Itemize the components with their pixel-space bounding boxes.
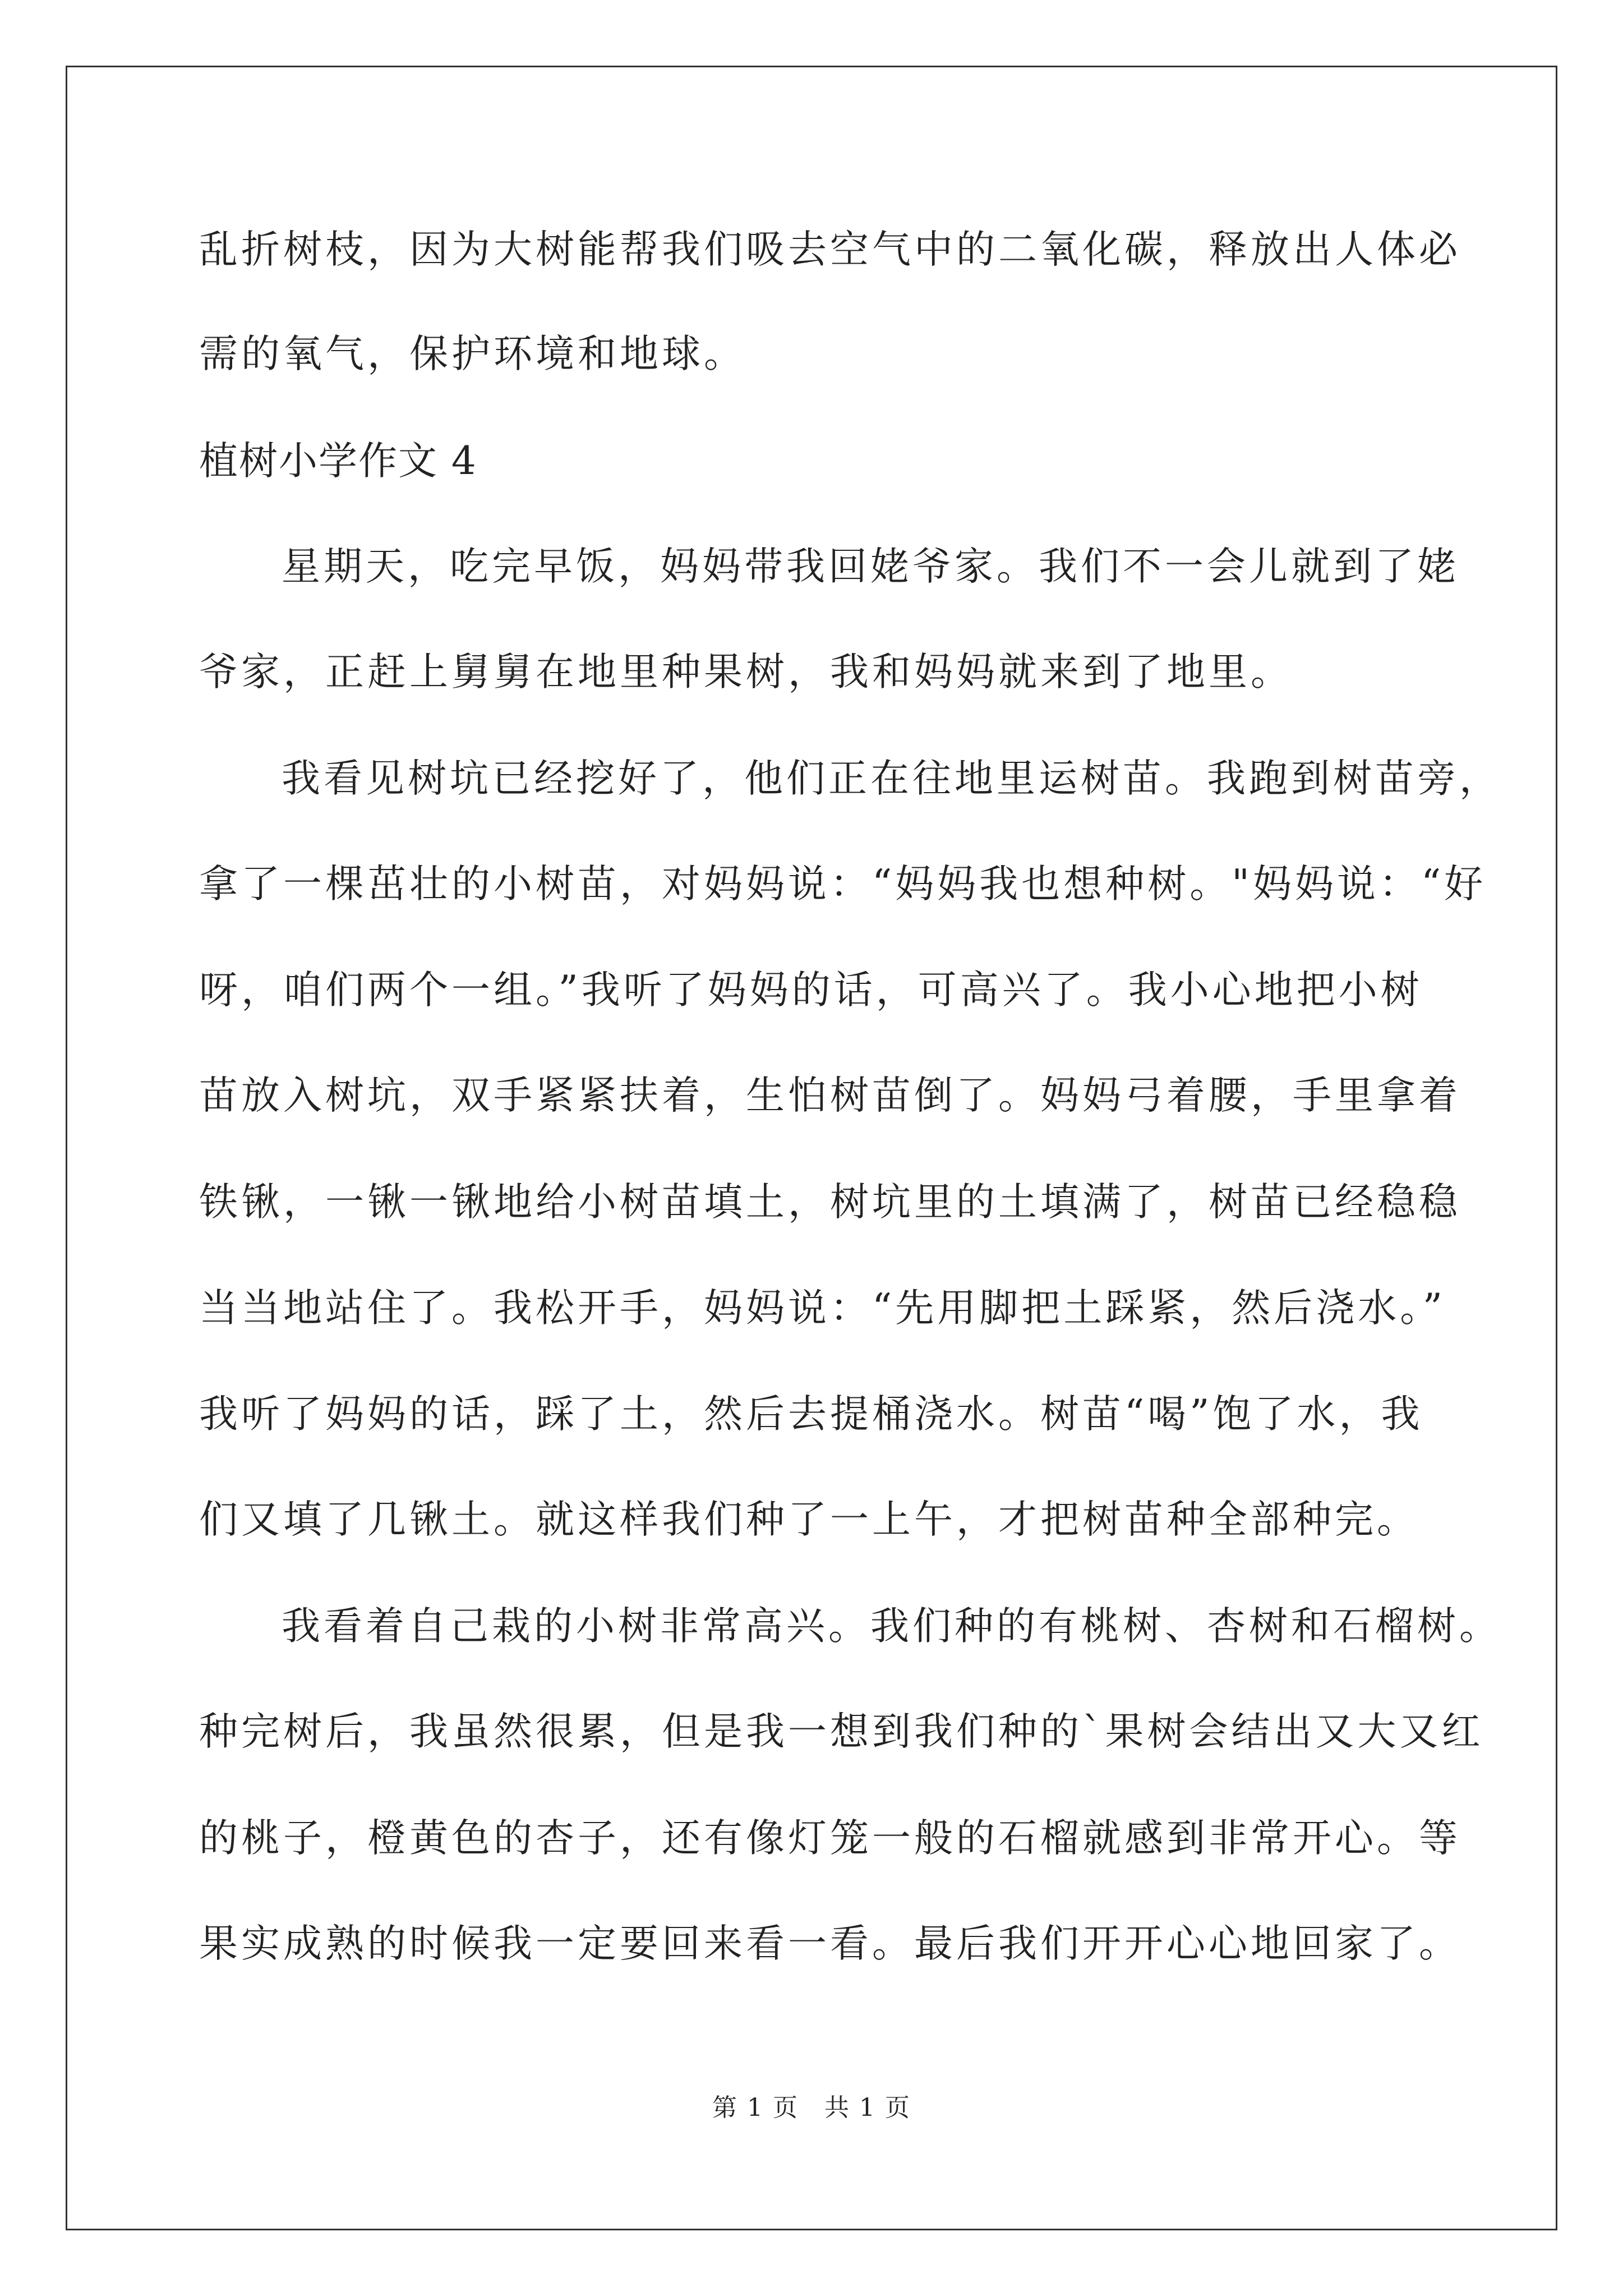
paragraph-line: 铁锹，一锹一锹地给小树苗填土，树坑里的土填满了，树苗已经稳稳 bbox=[199, 1180, 1461, 1225]
paragraph-line: 我听了妈妈的话，踩了土，然后去提桶浇水。树苗“喝”饱了水，我 bbox=[199, 1392, 1423, 1437]
essay-heading: 植树小学作文 4 bbox=[199, 439, 477, 484]
paragraph-line: 星期天，吃完早饭，妈妈带我回姥爷家。我们不一会儿就到了姥 bbox=[282, 544, 1459, 589]
paragraph-line: 苗放入树坑，双手紧紧扶着，生怕树苗倒了。妈妈弓着腰，手里拿着 bbox=[199, 1073, 1461, 1118]
paragraph-line: 们又填了几锹土。就这样我们种了一上午，才把树苗种全部种完。 bbox=[199, 1497, 1419, 1542]
page-border bbox=[66, 66, 1557, 2230]
paragraph-line: 需的氧气，保护环境和地球。 bbox=[199, 332, 746, 376]
paragraph-line: 呀，咱们两个一组。”我听了妈妈的话，可高兴了。我小心地把小树 bbox=[199, 968, 1423, 1013]
paragraph-line: 乱折树枝，因为大树能帮我们吸去空气中的二氧化碳，释放出人体必 bbox=[199, 227, 1461, 272]
paragraph-line: 的桃子，橙黄色的杏子，还有像灯笼一般的石榴就感到非常开心。等 bbox=[199, 1816, 1461, 1861]
paragraph-line: 种完树后，我虽然很累，但是我一想到我们种的`果树会结出又大又红 bbox=[199, 1709, 1484, 1754]
paragraph-line: 爷家，正赶上舅舅在地里种果树，我和妈妈就来到了地里。 bbox=[199, 650, 1293, 694]
paragraph-line: 当当地站住了。我松开手，妈妈说：“先用脚把土踩紧，然后浇水。” bbox=[199, 1286, 1446, 1331]
page-footer: 第 1 页 共 1 页 bbox=[712, 2093, 911, 2122]
paragraph-line: 拿了一棵茁壮的小树苗，对妈妈说：“妈妈我也想种树。"妈妈说：“好 bbox=[199, 862, 1487, 907]
paragraph-line: 果实成熟的时候我一定要回来看一看。最后我们开开心心地回家了。 bbox=[199, 1921, 1461, 1966]
paragraph-line: 我看见树坑已经挖好了，他们正在往地里运树苗。我跑到树苗旁， bbox=[282, 756, 1501, 801]
paragraph-line: 我看着自己栽的小树非常高兴。我们种的有桃树、杏树和石榴树。 bbox=[282, 1604, 1501, 1649]
